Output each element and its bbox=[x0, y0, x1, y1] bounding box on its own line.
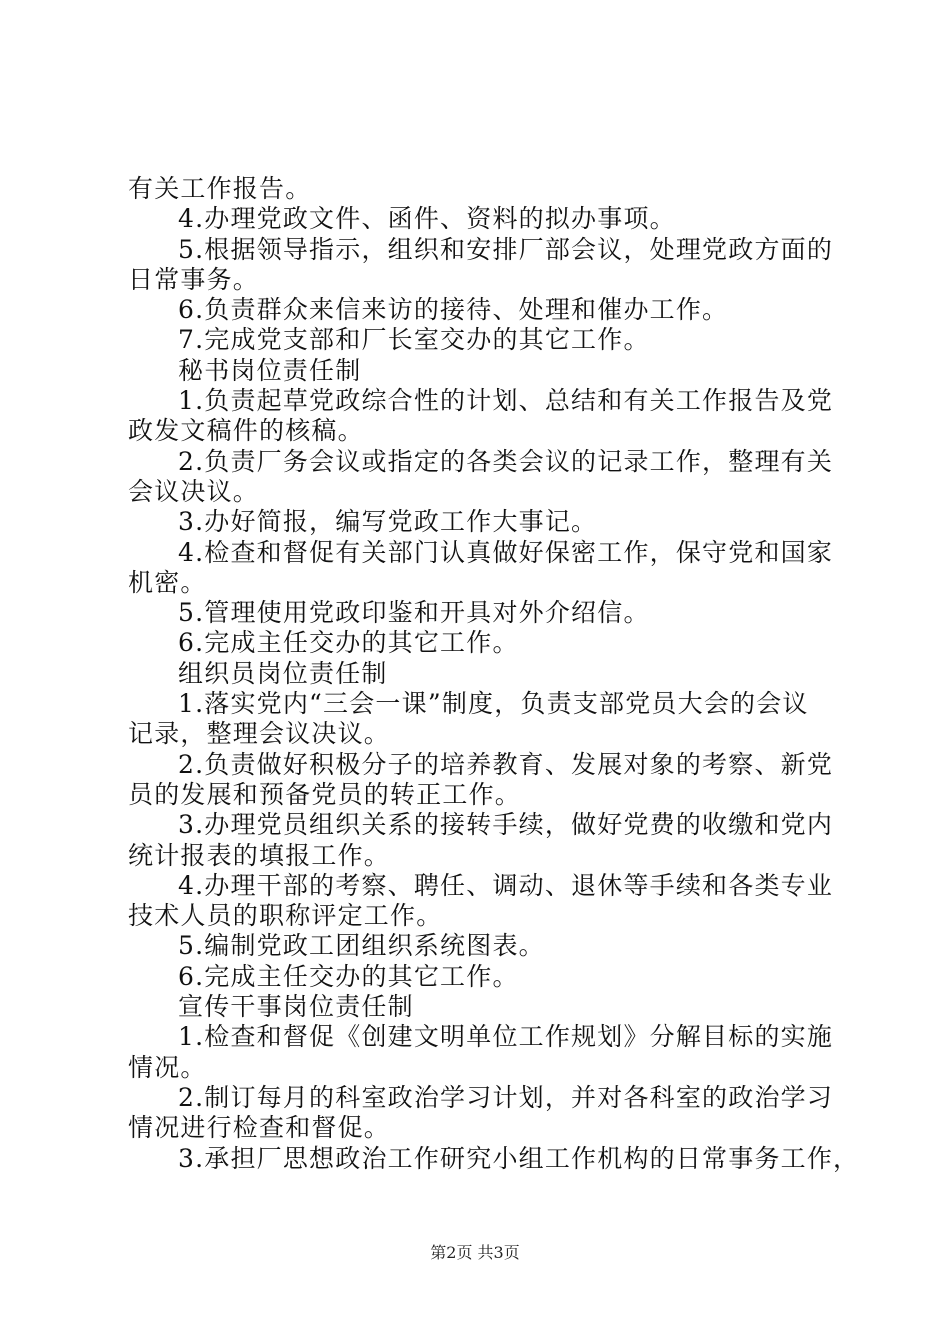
text-line: 会议决议。 bbox=[128, 476, 260, 506]
text-line: 政发文稿件的核稿。 bbox=[128, 416, 364, 446]
text-line: 4.检查和督促有关部门认真做好保密工作，保守党和国家 bbox=[178, 537, 834, 567]
document-body bbox=[128, 174, 860, 1174]
text-line: 3.办理党员组织关系的接转手续，做好党费的收缴和党内 bbox=[178, 810, 834, 840]
text-line: 1.检查和督促《创建文明单位工作规划》分解目标的实施 bbox=[178, 1022, 834, 1052]
text-line: 1.落实党内“三会一课”制度，负责支部党员大会的会议 bbox=[178, 689, 809, 719]
text-line: 4.办理干部的考察、聘任、调动、退休等手续和各类专业 bbox=[178, 870, 834, 900]
section-heading: 宣传干事岗位责任制 bbox=[178, 992, 414, 1022]
text-line: 5.管理使用党政印鉴和开具对外介绍信。 bbox=[178, 598, 650, 628]
text-line: 日常事务。 bbox=[128, 264, 260, 294]
text-line: 统计报表的填报工作。 bbox=[128, 840, 391, 870]
text-line: 技术人员的职称评定工作。 bbox=[128, 901, 443, 931]
text-line: 情况。 bbox=[128, 1052, 207, 1082]
text-line: 7.完成党支部和厂长室交办的其它工作。 bbox=[178, 325, 650, 355]
text-line: 有关工作报告。 bbox=[128, 174, 312, 203]
page-footer bbox=[0, 1240, 950, 1263]
text-line: 1.负责起草党政综合性的计划、总结和有关工作报告及党 bbox=[178, 386, 834, 416]
text-line: 3.办好简报，编写党政工作大事记。 bbox=[178, 507, 598, 537]
text-line: 6.负责群众来信来访的接待、处理和催办工作。 bbox=[178, 295, 729, 325]
text-line: 6.完成主任交办的其它工作。 bbox=[178, 628, 519, 658]
text-line: 2.制订每月的科室政治学习计划，并对各科室的政治学习 bbox=[178, 1082, 834, 1112]
page-number: 第2页 共3页 bbox=[430, 1243, 520, 1262]
text-line: 5.根据领导指示，组织和安排厂部会议，处理党政方面的 bbox=[178, 234, 834, 264]
text-line: 情况进行检查和督促。 bbox=[128, 1113, 391, 1143]
section-heading: 秘书岗位责任制 bbox=[178, 355, 362, 385]
text-line: 记录，整理会议决议。 bbox=[128, 719, 391, 749]
text-line: 机密。 bbox=[128, 567, 207, 597]
text-line: 员的发展和预备党员的转正工作。 bbox=[128, 779, 522, 809]
section-heading: 组织员岗位责任制 bbox=[178, 658, 388, 688]
text-line: 2.负责厂务会议或指定的各类会议的记录工作，整理有关 bbox=[178, 446, 834, 476]
text-line: 2.负责做好积极分子的培养教育、发展对象的考察、新党 bbox=[178, 749, 834, 779]
text-line: 5.编制党政工团组织系统图表。 bbox=[178, 931, 545, 961]
text-line: 3.承担厂思想政治工作研究小组工作机构的日常事务工作， bbox=[178, 1143, 860, 1173]
text-line: 4.办理党政文件、函件、资料的拟办事项。 bbox=[178, 204, 676, 234]
text-line: 6.完成主任交办的其它工作。 bbox=[178, 961, 519, 991]
